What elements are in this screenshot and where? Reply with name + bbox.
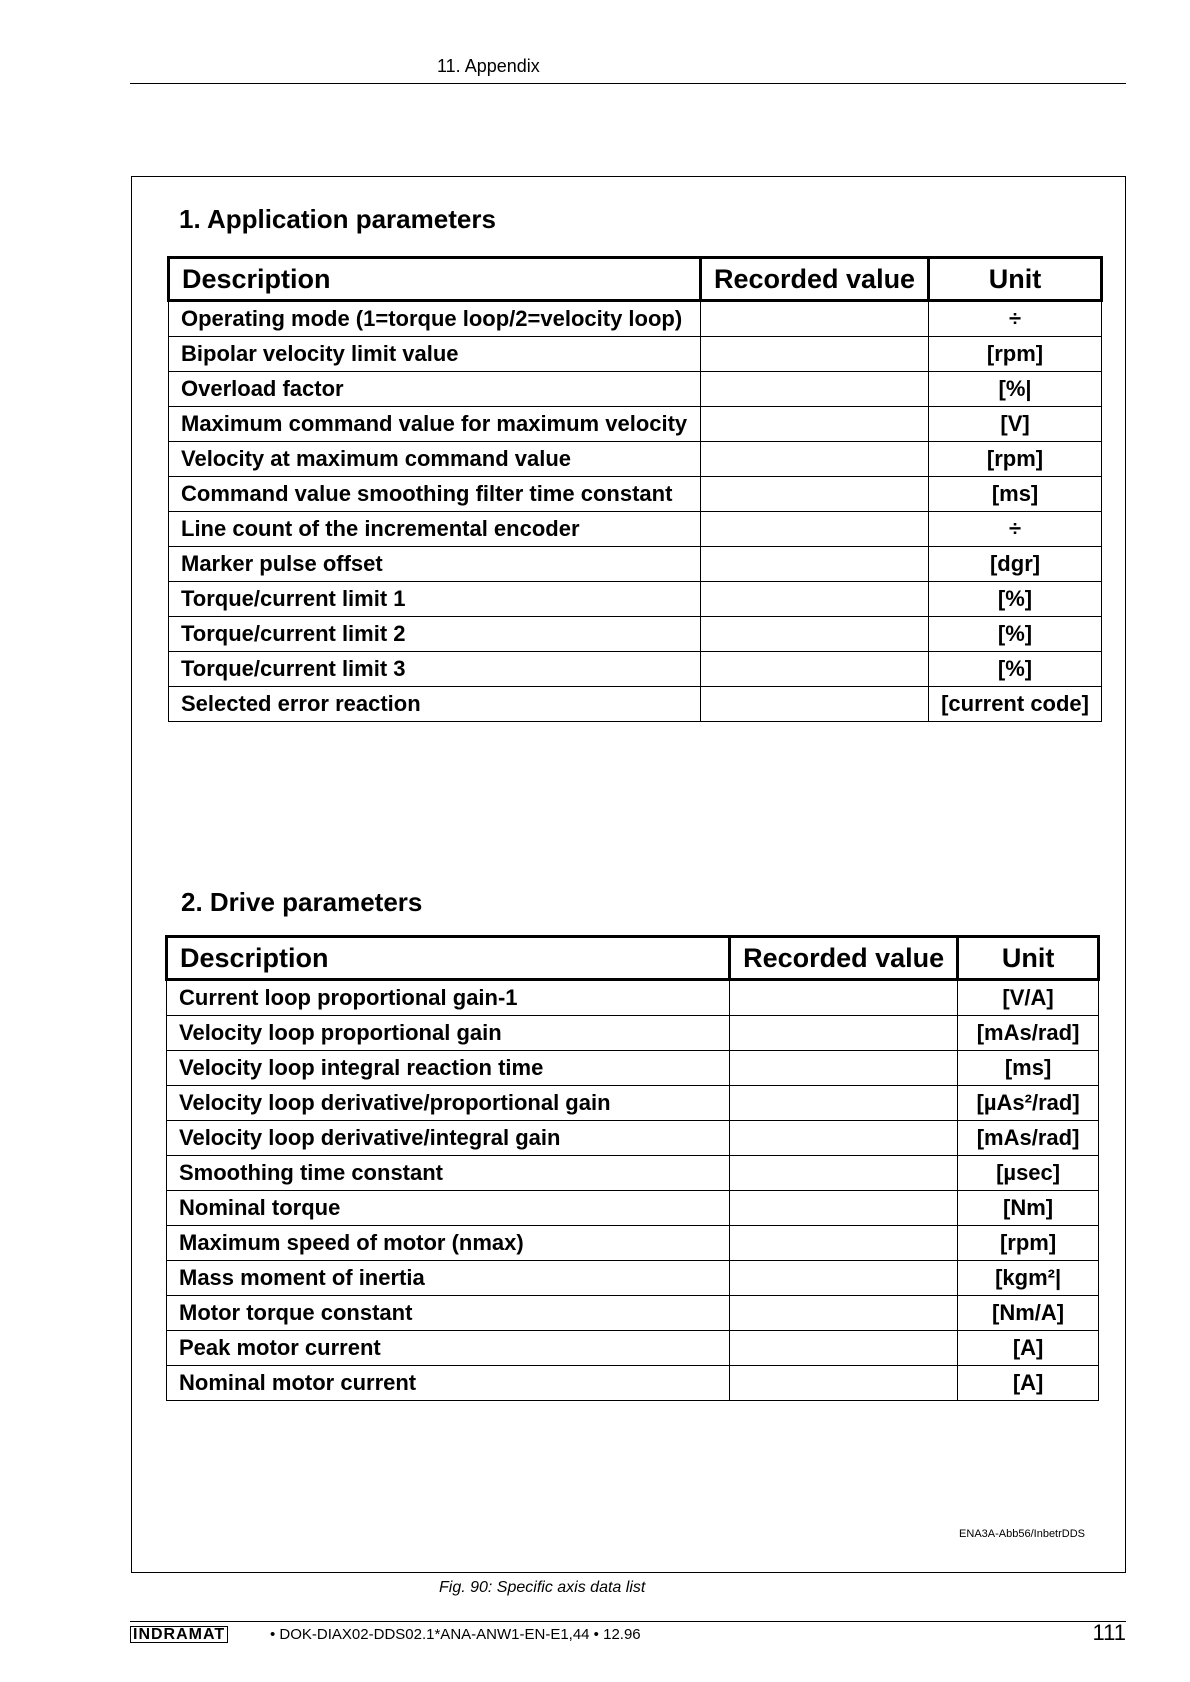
section-title: 1. Application parameters [179,204,496,234]
table-row [169,547,1102,582]
recorded-value-cell[interactable] [730,1086,958,1121]
recorded-value-cell[interactable] [730,1051,958,1086]
parameter-description: Command value smoothing filter time constant [169,477,701,512]
table-row [167,1331,1099,1366]
unit-cell: [A] [958,1331,1099,1366]
unit-cell: [V] [929,407,1102,442]
unit-cell: [kgm²| [958,1261,1099,1296]
unit-cell: ÷ [929,512,1102,547]
parameter-description: Velocity loop derivative/integral gain [167,1121,730,1156]
parameter-description: Torque/current limit 3 [169,652,701,687]
footer-rule [130,1621,1126,1622]
parameter-description: Mass moment of inertia [167,1261,730,1296]
parameter-description: Velocity loop integral reaction time [167,1051,730,1086]
unit-cell: ÷ [929,301,1102,337]
parameter-description: Selected error reaction [169,687,701,722]
recorded-value-cell[interactable] [730,1191,958,1226]
document-id: • DOK-DIAX02-DDS02.1*ANA-ANW1-EN-E1,44 • 12.96 [270,1626,641,1643]
column-header-recorded-value: Recorded value [730,937,958,980]
table-row [169,512,1102,547]
unit-cell: [mAs/rad] [958,1016,1099,1051]
parameter-description: Maximum command value for maximum velocity [169,407,701,442]
table-row [167,1191,1099,1226]
figure-reference: ENA3A-Abb56/InbetrDDS [959,1528,1085,1540]
table-row [167,1366,1099,1401]
recorded-value-cell[interactable] [701,652,929,687]
parameter-description: Torque/current limit 2 [169,617,701,652]
recorded-value-cell[interactable] [701,512,929,547]
recorded-value-cell[interactable] [701,582,929,617]
table-row [167,1156,1099,1191]
table-row [167,1086,1099,1121]
unit-cell: [V/A] [958,980,1099,1016]
column-header-description: Description [167,937,730,980]
recorded-value-cell[interactable] [701,617,929,652]
table-row [169,407,1102,442]
recorded-value-cell[interactable] [701,547,929,582]
table-row [167,1296,1099,1331]
parameter-description: Line count of the incremental encoder [169,512,701,547]
parameter-description: Marker pulse offset [169,547,701,582]
parameter-description: Nominal motor current [167,1366,730,1401]
recorded-value-cell[interactable] [730,1366,958,1401]
application-parameters-table [167,256,1103,722]
unit-cell: [A] [958,1366,1099,1401]
parameter-description: Maximum speed of motor (nmax) [167,1226,730,1261]
parameter-description: Velocity loop proportional gain [167,1016,730,1051]
section-title: 2. Drive parameters [181,887,423,917]
recorded-value-cell[interactable] [730,1296,958,1331]
recorded-value-cell[interactable] [730,1156,958,1191]
column-header-description: Description [169,258,701,301]
unit-cell: [µAs²/rad] [958,1086,1099,1121]
table-row [169,442,1102,477]
recorded-value-cell[interactable] [730,1121,958,1156]
parameter-description: Torque/current limit 1 [169,582,701,617]
recorded-value-cell[interactable] [730,1016,958,1051]
table-row [167,1016,1099,1051]
parameter-description: Bipolar velocity limit value [169,337,701,372]
recorded-value-cell[interactable] [701,442,929,477]
unit-cell: [Nm/A] [958,1296,1099,1331]
drive-parameters-table [165,935,1100,1401]
parameter-description: Smoothing time constant [167,1156,730,1191]
unit-cell: [current code] [929,687,1102,722]
unit-cell: [%| [929,372,1102,407]
unit-cell: [ms] [929,477,1102,512]
unit-cell: [µsec] [958,1156,1099,1191]
parameter-description: Peak motor current [167,1331,730,1366]
unit-cell: [rpm] [929,442,1102,477]
table-row [167,1226,1099,1261]
unit-cell: [rpm] [929,337,1102,372]
column-header-recorded-value: Recorded value [701,258,929,301]
header-rule [130,83,1126,84]
recorded-value-cell[interactable] [730,1261,958,1296]
table-row [167,980,1099,1016]
table-row [169,582,1102,617]
table-row [167,1261,1099,1296]
parameter-description: Current loop proportional gain-1 [167,980,730,1016]
recorded-value-cell[interactable] [701,372,929,407]
parameter-description: Velocity at maximum command value [169,442,701,477]
parameter-description: Nominal torque [167,1191,730,1226]
table-row [167,1121,1099,1156]
parameter-description: Operating mode (1=torque loop/2=velocity loop) [169,301,701,337]
parameter-description: Overload factor [169,372,701,407]
unit-cell: [dgr] [929,547,1102,582]
column-header-unit: Unit [958,937,1099,980]
recorded-value-cell[interactable] [730,980,958,1016]
unit-cell: [Nm] [958,1191,1099,1226]
table-row [169,372,1102,407]
recorded-value-cell[interactable] [701,407,929,442]
table-row [169,477,1102,512]
parameter-description: Velocity loop derivative/proportional gain [167,1086,730,1121]
unit-cell: [%] [929,617,1102,652]
unit-cell: [ms] [958,1051,1099,1086]
table-row [167,1051,1099,1086]
parameter-description: Motor torque constant [167,1296,730,1331]
figure-caption: Fig. 90: Specific axis data list [439,1579,646,1596]
unit-cell: [%] [929,582,1102,617]
unit-cell: [mAs/rad] [958,1121,1099,1156]
table-row [169,301,1102,337]
unit-cell: [rpm] [958,1226,1099,1261]
unit-cell: [%] [929,652,1102,687]
chapter-header: 11. Appendix [437,56,540,76]
recorded-value-cell[interactable] [701,687,929,722]
recorded-value-cell[interactable] [701,301,929,337]
recorded-value-cell[interactable] [730,1226,958,1261]
table-row [169,687,1102,722]
table-row [169,617,1102,652]
column-header-unit: Unit [929,258,1102,301]
table-row [169,652,1102,687]
recorded-value-cell[interactable] [701,337,929,372]
table-row [169,337,1102,372]
recorded-value-cell[interactable] [730,1331,958,1366]
recorded-value-cell[interactable] [701,477,929,512]
indramat-logo: INDRAMAT [130,1626,228,1643]
page-number: 111 [1092,1620,1126,1645]
